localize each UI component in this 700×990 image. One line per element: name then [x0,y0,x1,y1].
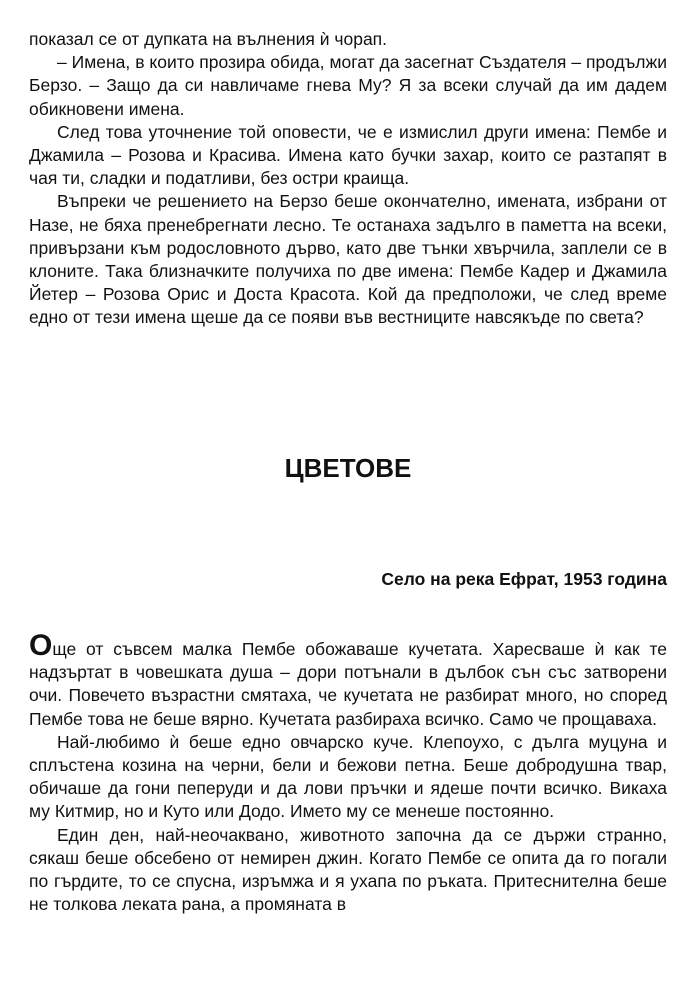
paragraph: – Имена, в които прозира обида, могат да засегнат Създателя – продължи Берзо. – Защо да си навличаме гнева Му? Я за всеки случай да им дадем обикновени имена. [29,52,667,119]
paragraph: Въпреки че решението на Берзо беше окончателно, имената, избрани от Назе, не бяха пренебрегнати лесно. Те останаха задълго в паметта на всеки, привързани към родословното дърво, като две тънки хвърчила, заплели се в клоните. Така близначките получиха по две имена: Пембе Кадер и Джамила Йетер – Розова Орис и Доста Красота. Кой да предположи, че след време едно от тези имена щеше да се появи във вестниците навсякъде по света? [29,191,667,328]
chapter-location-date: Село на река Ефрат, 1953 година [381,569,667,589]
paragraph: Най-любимо ѝ беше едно овчарско куче. Клепоухо, с дълга муцуна и сплъстена козина на черни, бели и бежови петна. Беше добродушна твар, обичаше да гони пеперуди и да лови пръчки и ядеше почти всичко. Викаха му Китмир, но и Куто или Додо. Името му се менеше постоянно. [29,731,667,822]
previous-chapter-text [29,28,667,330]
drop-cap: О [29,629,53,662]
chapter-body [29,629,667,916]
opening-paragraph-text: ще от съвсем малка Пембе обожаваше кучетата. Харесваше ѝ как те надзъртат в човешката душа – дори потънали в дълбок сън със затворени очи. Повечето възрастни смятаха, че кучетата не разбират много, но според Пембе това не беше вярно. Кучетата разбираха всичко. Само че прощаваха. [29,639,667,729]
opening-paragraph [29,629,667,731]
paragraph: Един ден, най-неочаквано, животното започна да се държи странно, сякаш беше обсебено от немирен джин. Когато Пембе се опита да го погали по гърдите, то се спусна, изръмжа и я ухапа по ръката. Притеснителна беше не толкова леката рана, а промяната в [29,824,667,915]
paragraph: След това уточнение той оповести, че е измислил други имена: Пембе и Джамила – Розова и Красива. Имена като бучки захар, които се разтапят в чая ти, сладки и податливи, без остри краища. [29,121,667,189]
chapter-title: ЦВЕТОВЕ [284,453,412,483]
paragraph: показал се от дупката на вълнения ѝ чорап. [29,29,388,49]
